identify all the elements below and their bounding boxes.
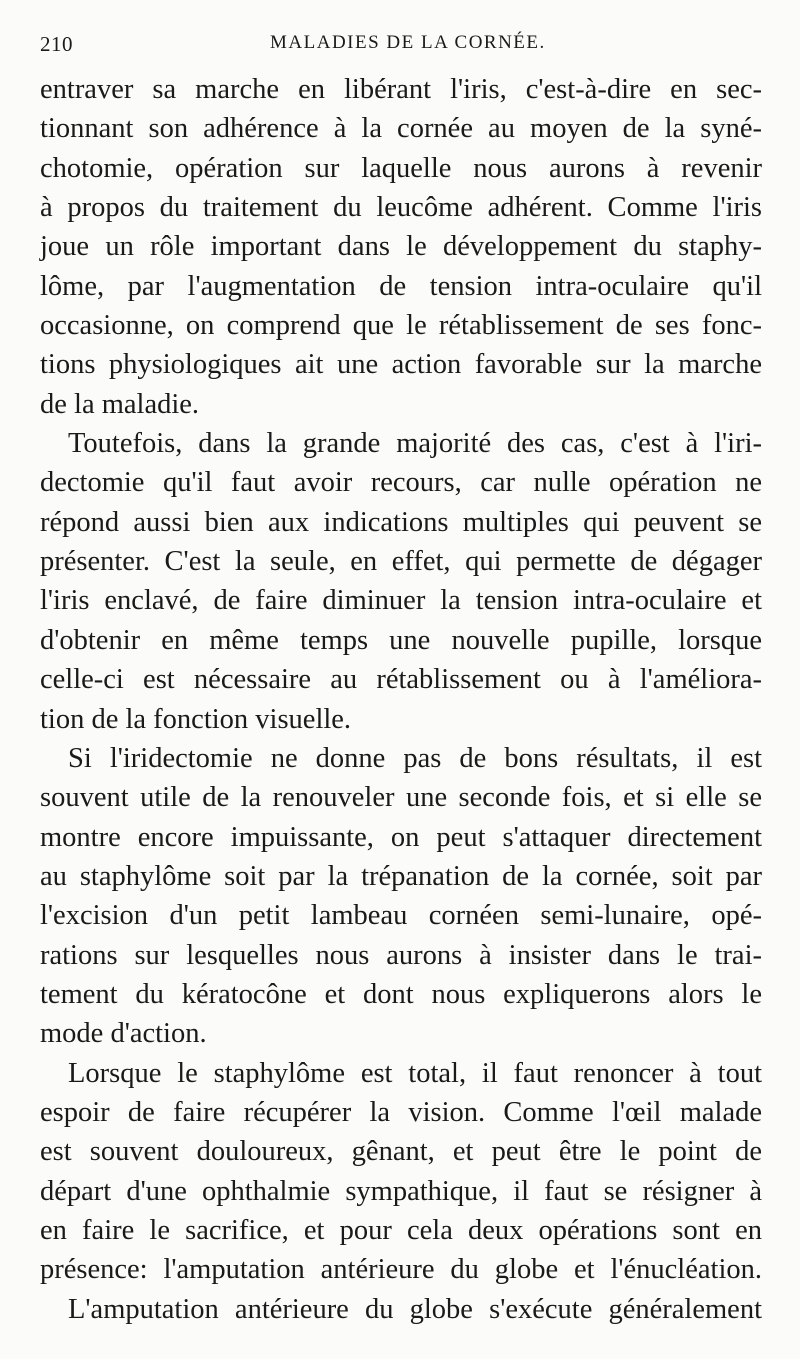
text-line: à propos du traitement du leucôme adhérent. Comme l'iris	[40, 192, 762, 224]
text-line: entraver sa marche en libérant l'iris, c'est-à-dire en sec-	[40, 74, 762, 105]
text-line: est souvent douloureux, gênant, et peut être le point de	[40, 1136, 762, 1168]
page-number: 210	[40, 32, 73, 56]
text-line: celle-ci est nécessaire au rétablissement ou à l'améliora-	[40, 664, 762, 696]
text-line: joue un rôle important dans le développement du staphy-	[40, 231, 762, 263]
text-line: tement du kératocône et dont nous expliquerons alors le	[40, 978, 762, 1010]
text-line: tions physiologiques ait une action favorable sur la marche	[40, 349, 762, 381]
text-line: tion de la fonction visuelle.	[40, 703, 352, 735]
text-line: Toutefois, dans la grande majorité des cas, c'est à l'iri-	[68, 428, 762, 460]
running-head	[40, 32, 760, 62]
text-line: dectomie qu'il faut avoir recours, car nulle opération ne	[40, 467, 762, 499]
text-line: occasionne, on comprend que le rétablissement de ses fonc-	[40, 310, 762, 342]
text-line: d'obtenir en même temps une nouvelle pupille, lorsque	[40, 624, 762, 656]
text-line: souvent utile de la renouveler une seconde fois, et si elle se	[40, 782, 762, 814]
text-line: présenter. C'est la seule, en effet, qui permette de dégager	[40, 546, 762, 578]
body-text	[40, 70, 762, 1329]
text-line: tionnant son adhérence à la cornée au moyen de la syné-	[40, 113, 762, 145]
text-line: Lorsque le staphylôme est total, il faut renoncer à tout	[68, 1057, 762, 1089]
text-line: espoir de faire récupérer la vision. Comme l'œil malade	[40, 1096, 762, 1128]
text-line: au staphylôme soit par la trépanation de la cornée, soit par	[40, 860, 762, 892]
text-line: l'iris enclavé, de faire diminuer la tension intra-oculaire et	[40, 585, 762, 617]
text-line: départ d'une ophthalmie sympathique, il faut se résigner à	[40, 1175, 762, 1207]
text-line: L'amputation antérieure du globe s'exécute généralement	[68, 1293, 762, 1325]
text-line: présence: l'amputation antérieure du globe et l'énucléation.	[40, 1254, 762, 1286]
text-line: en faire le sacrifice, et pour cela deux opérations sont en	[40, 1214, 762, 1246]
text-line: Si l'iridectomie ne donne pas de bons résultats, il est	[68, 742, 762, 774]
text-line: mode d'action.	[40, 1018, 207, 1050]
text-line: chotomie, opération sur laquelle nous aurons à revenir	[40, 152, 762, 184]
text-line: montre encore impuissante, on peut s'attaquer directement	[40, 821, 762, 853]
text-line: de la maladie.	[40, 388, 200, 420]
text-line: l'excision d'un petit lambeau cornéen semi-lunaire, opé-	[40, 900, 762, 932]
text-line: lôme, par l'augmentation de tension intra-oculaire qu'il	[40, 270, 762, 302]
text-line: répond aussi bien aux indications multiples qui peuvent se	[40, 506, 762, 538]
text-line: rations sur lesquelles nous aurons à insister dans le trai-	[40, 939, 762, 971]
running-title: MALADIES DE LA CORNÉE.	[270, 32, 546, 53]
